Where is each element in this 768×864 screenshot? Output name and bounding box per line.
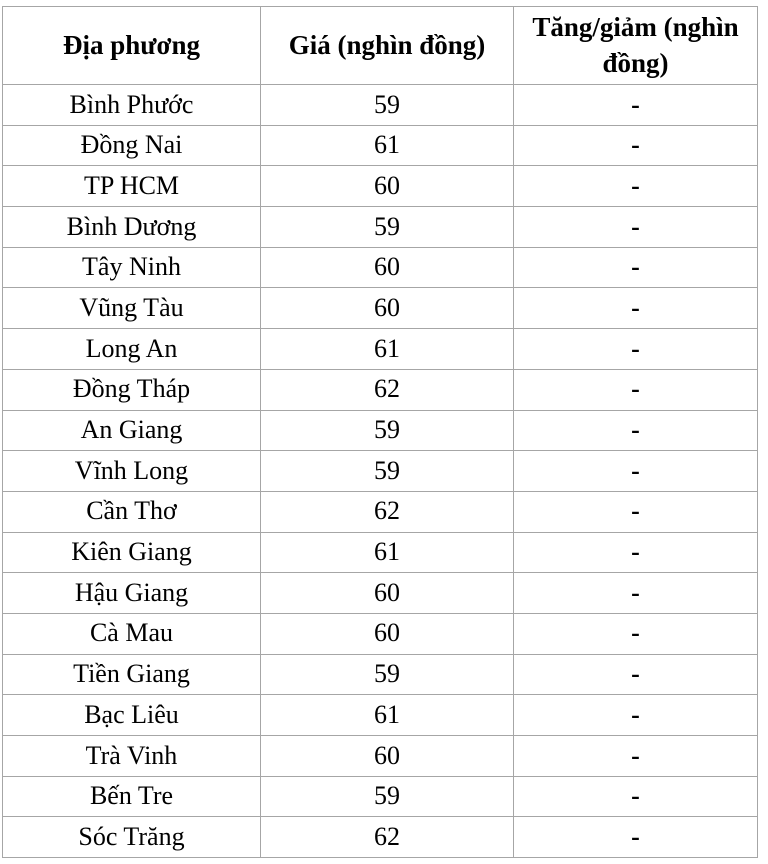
- header-row: [3, 7, 758, 85]
- table-row: [3, 776, 758, 817]
- price-cell: 59: [261, 654, 514, 695]
- price-cell: 61: [261, 532, 514, 573]
- change-cell: -: [514, 207, 758, 248]
- table-row: [3, 166, 758, 207]
- price-table: [2, 6, 758, 858]
- location-cell: Sóc Trăng: [3, 817, 261, 858]
- table-row: [3, 329, 758, 370]
- price-cell: 62: [261, 817, 514, 858]
- table-row: [3, 654, 758, 695]
- change-cell: -: [514, 817, 758, 858]
- price-cell: 59: [261, 451, 514, 492]
- price-table-body: [3, 85, 758, 858]
- location-cell: Cà Mau: [3, 613, 261, 654]
- change-cell: -: [514, 736, 758, 777]
- table-row: [3, 736, 758, 777]
- table-row: [3, 491, 758, 532]
- price-cell: 60: [261, 613, 514, 654]
- table-row: [3, 573, 758, 614]
- table-row: [3, 125, 758, 166]
- location-cell: Tiền Giang: [3, 654, 261, 695]
- price-cell: 61: [261, 695, 514, 736]
- location-cell: An Giang: [3, 410, 261, 451]
- price-cell: 61: [261, 125, 514, 166]
- location-cell: Bình Phước: [3, 85, 261, 126]
- price-cell: 62: [261, 491, 514, 532]
- table-row: [3, 207, 758, 248]
- change-cell: -: [514, 247, 758, 288]
- table-row: [3, 695, 758, 736]
- change-cell: -: [514, 85, 758, 126]
- price-table-header: [3, 7, 758, 85]
- table-header-location: Địa phương: [3, 7, 261, 85]
- change-cell: -: [514, 491, 758, 532]
- table-row: [3, 817, 758, 858]
- table-row: [3, 532, 758, 573]
- price-cell: 60: [261, 288, 514, 329]
- change-cell: -: [514, 329, 758, 370]
- table-header-price: Giá (nghìn đồng): [261, 7, 514, 85]
- price-cell: 60: [261, 247, 514, 288]
- price-cell: 59: [261, 410, 514, 451]
- table-row: [3, 613, 758, 654]
- change-cell: -: [514, 166, 758, 207]
- change-cell: -: [514, 613, 758, 654]
- location-cell: Đồng Tháp: [3, 369, 261, 410]
- location-cell: Trà Vinh: [3, 736, 261, 777]
- price-cell: 61: [261, 329, 514, 370]
- price-cell: 59: [261, 207, 514, 248]
- change-cell: -: [514, 776, 758, 817]
- change-cell: -: [514, 125, 758, 166]
- price-cell: 60: [261, 166, 514, 207]
- price-cell: 60: [261, 736, 514, 777]
- location-cell: Bình Dương: [3, 207, 261, 248]
- table-header-change: Tăng/giảm (nghìn đồng): [514, 7, 758, 85]
- change-cell: -: [514, 654, 758, 695]
- table-row: [3, 410, 758, 451]
- price-cell: 60: [261, 573, 514, 614]
- location-cell: Tây Ninh: [3, 247, 261, 288]
- change-cell: -: [514, 695, 758, 736]
- location-cell: Bến Tre: [3, 776, 261, 817]
- location-cell: Vũng Tàu: [3, 288, 261, 329]
- table-row: [3, 247, 758, 288]
- location-cell: TP HCM: [3, 166, 261, 207]
- location-cell: Đồng Nai: [3, 125, 261, 166]
- location-cell: Cần Thơ: [3, 491, 261, 532]
- price-cell: 59: [261, 85, 514, 126]
- table-row: [3, 288, 758, 329]
- change-cell: -: [514, 369, 758, 410]
- location-cell: Hậu Giang: [3, 573, 261, 614]
- change-cell: -: [514, 573, 758, 614]
- change-cell: -: [514, 288, 758, 329]
- location-cell: Vĩnh Long: [3, 451, 261, 492]
- change-cell: -: [514, 410, 758, 451]
- table-row: [3, 85, 758, 126]
- location-cell: Bạc Liêu: [3, 695, 261, 736]
- price-cell: 59: [261, 776, 514, 817]
- location-cell: Kiên Giang: [3, 532, 261, 573]
- change-cell: -: [514, 451, 758, 492]
- change-cell: -: [514, 532, 758, 573]
- table-row: [3, 369, 758, 410]
- price-cell: 62: [261, 369, 514, 410]
- table-row: [3, 451, 758, 492]
- location-cell: Long An: [3, 329, 261, 370]
